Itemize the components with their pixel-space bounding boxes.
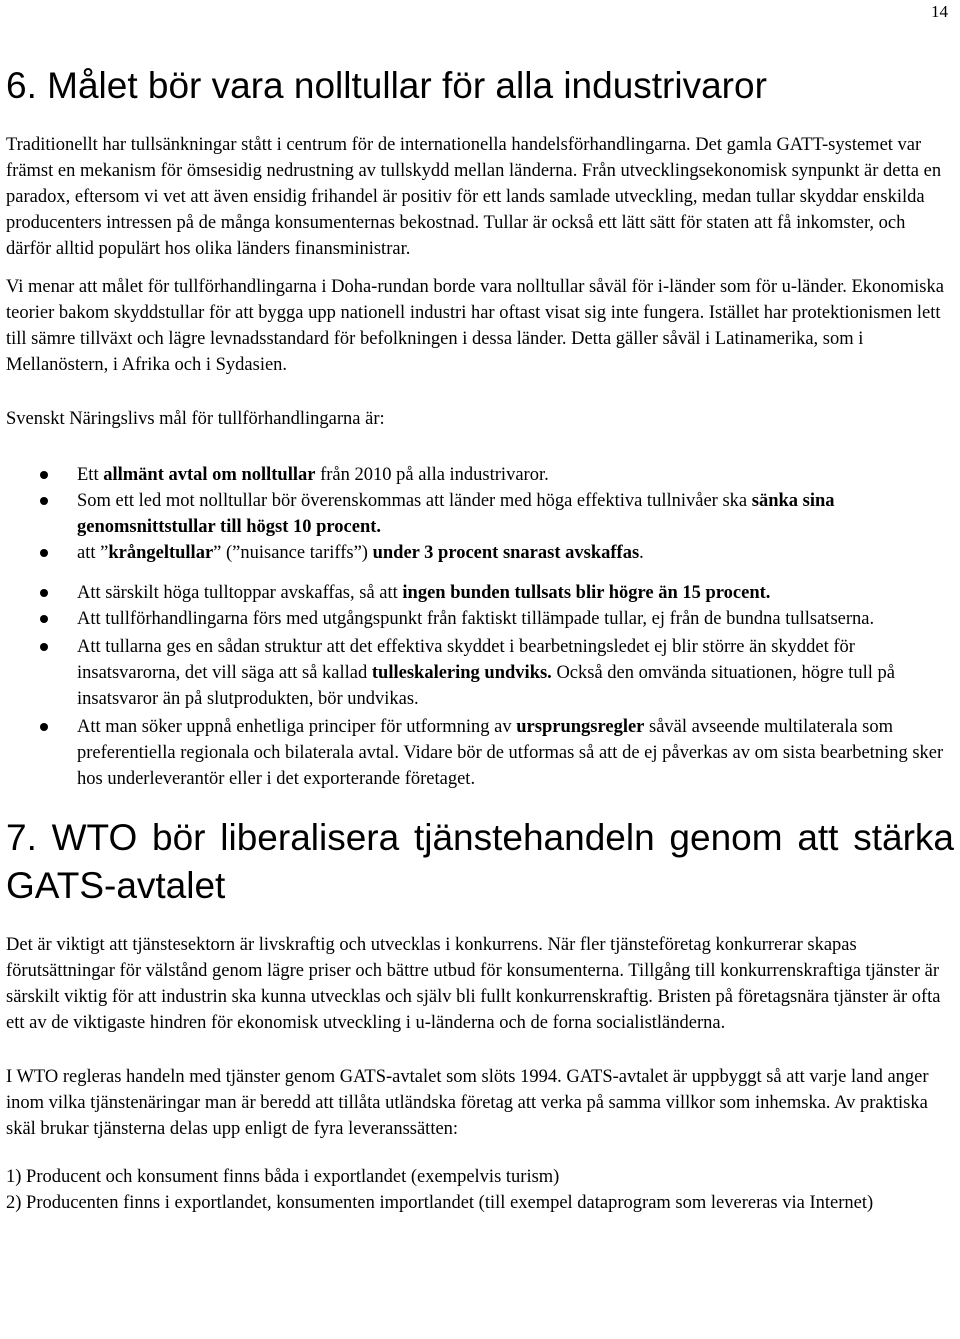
document-body [6,62,954,1216]
delivery-mode-1: 1) Producent och konsument finns båda i exportlandet (exempelvis turism) [6,1167,560,1187]
bullet-icon [40,643,48,651]
list-item: att ”krångeltullar” (”nuisance tariffs”) under 3 procent snarast avskaffas. [6,540,954,566]
list-item: Som ett led mot nolltullar bör överenskommas att länder med höga effektiva tullnivåer ska sänka sina genomsnittstullar till högst 10 procent. [6,488,954,540]
section-7-paragraph-2: I WTO regleras handeln med tjänster genom GATS-avtalet som slöts 1994. GATS-avtalet är uppbyggt så att varje land anger inom vilka tjänstenäringar man är beredd att tillåta utländska företag att verka på samma villkor som inhemska. Av praktiska skäl brukar tjänsterna delas upp enligt de fyra leveranssätten: [6,1067,929,1139]
list-item: Att tullarna ges en sådan struktur att det effektiva skyddet i bearbetningsledet ej blir större än skyddet för insatsvarorna, det vill säga att så kallad tulleskalering undviks. Också den omvända situationen, högre tull på insatsvaror än på slutprodukten, bör undvikas. [6,634,954,712]
section-6-heading: 6. Målet bör vara nolltullar för alla industrivaror [6,65,767,106]
section-6-paragraph-3: Svenskt Näringslivs mål för tullförhandlingarna är: [6,409,385,429]
list-item: Att särskilt höga tulltoppar avskaffas, så att ingen bunden tullsats blir högre än 15 procent. [6,580,954,606]
bullet-icon [40,723,48,731]
bullet-icon [40,589,48,597]
section-7-heading: 7. WTO bör liberalisera tjänstehandeln genom att stärka GATS-avtalet [6,817,954,906]
goals-list [6,462,954,792]
section-7-paragraph-1: Det är viktigt att tjänstesektorn är livskraftig och utvecklas i konkurrens. När fler tjänsteföretag konkurrerar skapas förutsättningar för välstånd genom lägre priser och bättre utbud för konsumenterna. Tillgång till konkurrenskraftiga tjänster är särskilt viktig för att industrin ska kunna utvecklas och själv bli fullt konkurrenskraftig. Bristen på företagsnära tjänster är ofta ett av de viktigaste hindren för ekonomisk utveckling i u-länderna och de forna socialistländerna. [6,935,941,1033]
bullet-icon [40,471,48,479]
section-6-paragraph-2: Vi menar att målet för tullförhandlingarna i Doha-rundan borde vara nolltullar såväl för i-länder som för u-länder. Ekonomiska teorier bakom skyddstullar för att bygga upp nationell industri har oftast visat sig inte fungera. Istället har protektionismen lett till sämre tillväxt och lägre levnadsstandard för befolkningen i dessa länder. Detta gäller såväl i Latinamerika, som i Mellanöstern, i Afrika och i Sydasien. [6,277,944,375]
section-6-paragraph-1: Traditionellt har tullsänkningar stått i centrum för de internationella handelsförhandlingarna. Det gamla GATT-systemet var främst en mekanism för ömsesidig nedrustning av tullskydd mellan länderna. Från utvecklingsekonomisk synpunkt är detta en paradox, eftersom vi vet att även ensidig frihandel är positiv för ett lands samlade utveckling, medan tullar skyddar enskilda producenters intressen på de många konsumenternas bekostnad. Tullar är också ett lätt sätt för staten att få inkomster, och därför alltid populärt hos olika länders finansministrar. [6,135,942,259]
bullet-icon [40,549,48,557]
list-item: Att tullförhandlingarna förs med utgångspunkt från faktiskt tillämpade tullar, ej från de bundna tullsatserna. [6,606,954,632]
list-item: Att man söker uppnå enhetliga principer för utformning av ursprungsregler såväl avseende multilaterala som preferentiella regionala och bilaterala avtal. Vidare bör de utformas så att de ej påverkas av om sista bearbetning sker hos underleverantör eller i det exporterande företaget. [6,714,954,792]
list-item: Ett allmänt avtal om nolltullar från 2010 på alla industrivaror. [6,462,954,488]
bullet-icon [40,615,48,623]
bullet-icon [40,497,48,505]
delivery-mode-2: 2) Producenten finns i exportlandet, konsumenten importlandet (till exempel dataprogram som levereras via Internet) [6,1193,874,1213]
page-number: 14 [931,2,948,21]
